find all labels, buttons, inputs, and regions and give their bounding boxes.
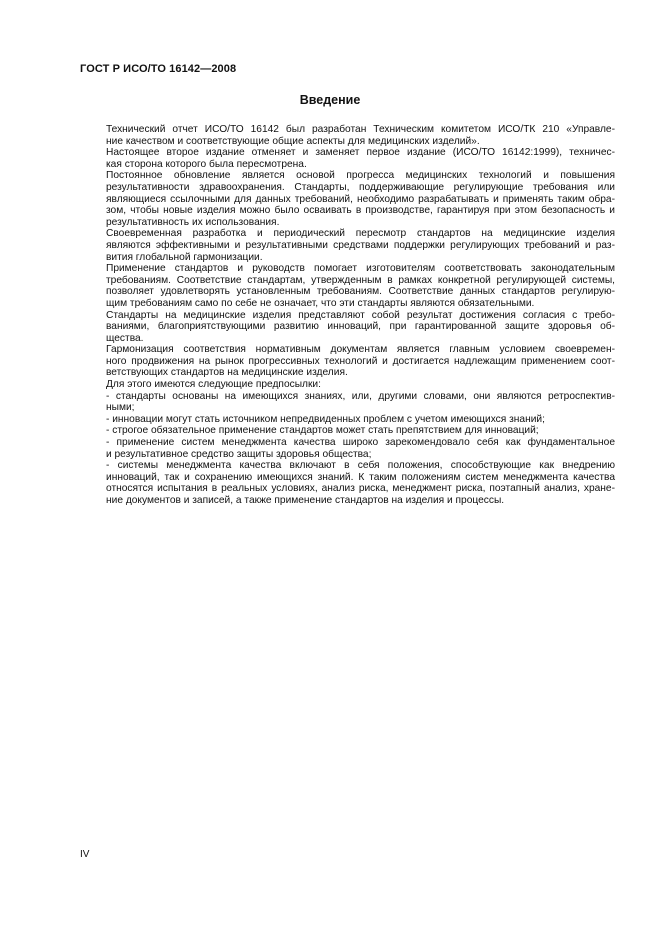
text-line: кая сторона которого была пересмотрена. <box>106 158 307 170</box>
text-line: ваниями, благоприятствующими развитию инноваций, при гарантированной защите здоровья об- <box>106 321 615 333</box>
text-line: - инновации могут стать источником непредвиденных проблем с учетом имеющихся знаний; <box>106 413 545 425</box>
paragraph <box>80 263 615 309</box>
paragraph <box>80 379 615 391</box>
text-line: требованиям. Соответствие стандартам, утвержденным в рамках конкретной регулирующей системы, <box>106 274 615 286</box>
text-line: являются эффективными и результативными средствами поддержки регулирующих требований и раз- <box>106 239 615 251</box>
text-line: относятся испытания в реальных условиях, анализ риска, менеджмент риска, поэтапный анализ, хране- <box>106 483 615 495</box>
text-line: ветствующих стандартов на медицинские изделия. <box>106 367 348 379</box>
paragraph <box>80 425 615 437</box>
paragraph <box>80 228 615 263</box>
text-line: ного продвижения на рынок прогрессивных технологий и достигается надлежащим применением соот- <box>106 355 615 367</box>
document-header: ГОСТ Р ИСО/ТО 16142—2008 <box>80 63 237 75</box>
text-line: Стандарты на медицинские изделия представляют собой результат достижения согласия с требо- <box>106 309 615 321</box>
paragraph <box>80 124 615 147</box>
text-line: ными; <box>106 402 135 414</box>
text-line: - строгое обязательное применение стандартов может стать препятствием для инноваций; <box>106 425 539 437</box>
text-line: Применение стандартов и руководств помогает изготовителям соответствовать законодательным <box>106 263 615 275</box>
text-line: - применение систем менеджмента качества широко зарекомендовало себя как фундаментальное <box>106 437 615 449</box>
text-line: - системы менеджмента качества включают в себя положения, способствующие как внедрению <box>106 460 615 472</box>
page-number: IV <box>80 849 90 860</box>
text-line: зом, чтобы новые изделия можно было осваивать в производстве, гарантируя при этом безопасность и <box>106 205 615 217</box>
paragraph <box>80 170 615 228</box>
text-line: результативности здравоохранения. Стандарты, поддерживающие регулирующие требования или <box>106 181 615 193</box>
text-line: Технический отчет ИСО/ТО 16142 был разработан Техническим комитетом ИСО/ТК 210 «Управле- <box>106 124 615 135</box>
text-line: и результативное средство защиты здоровья общества; <box>106 448 372 460</box>
paragraph <box>80 460 615 506</box>
text-line: Своевременная разработка и периодический пересмотр стандартов на медицинские изделия <box>106 228 615 240</box>
text-line: инноваций, так и сохранению имеющихся знаний. К таким положениям систем менеджмента качества <box>106 471 615 483</box>
text-line: ние качеством и соответствующие общие аспекты для медицинских изделий». <box>106 135 480 147</box>
text-line: щества. <box>106 332 144 344</box>
body-text <box>80 124 615 507</box>
section-title: Введение <box>299 93 361 107</box>
text-line: результативность их использования. <box>106 216 280 228</box>
text-line: Постоянное обновление является основой прогресса медицинских технологий и повышения <box>106 170 615 182</box>
paragraph <box>80 344 615 379</box>
text-line: позволяет удовлетворять установленным требованиям. Соответствие данных стандартов регулирую- <box>106 286 615 298</box>
text-line: Гармонизация соответствия нормативным документам является главным условием своевремен- <box>106 344 615 356</box>
paragraph <box>80 310 615 345</box>
text-line: щим требованиям само по себе не означает, что эти стандарты являются обязательными. <box>106 297 535 309</box>
text-line: вития глобальной гармонизации. <box>106 251 263 263</box>
paragraph <box>80 414 615 426</box>
text-line: ние документов и записей, а также применение стандартов на изделия и процессы. <box>106 495 505 506</box>
text-line: являющиеся ссылочными для данных требований, необходимо разрабатывать и применять таким обра- <box>106 193 615 205</box>
text-line: Для этого имеются следующие предпосылки: <box>106 379 321 391</box>
paragraph <box>80 391 615 414</box>
text-line: Настоящее второе издание отменяет и заменяет первое издание (ИСО/ТО 16142:1999), техничес- <box>106 147 615 159</box>
paragraph <box>80 147 615 170</box>
paragraph <box>80 437 615 460</box>
text-line: - стандарты основаны на имеющихся знаниях, или, другими словами, они являются ретроспектив- <box>106 390 615 402</box>
